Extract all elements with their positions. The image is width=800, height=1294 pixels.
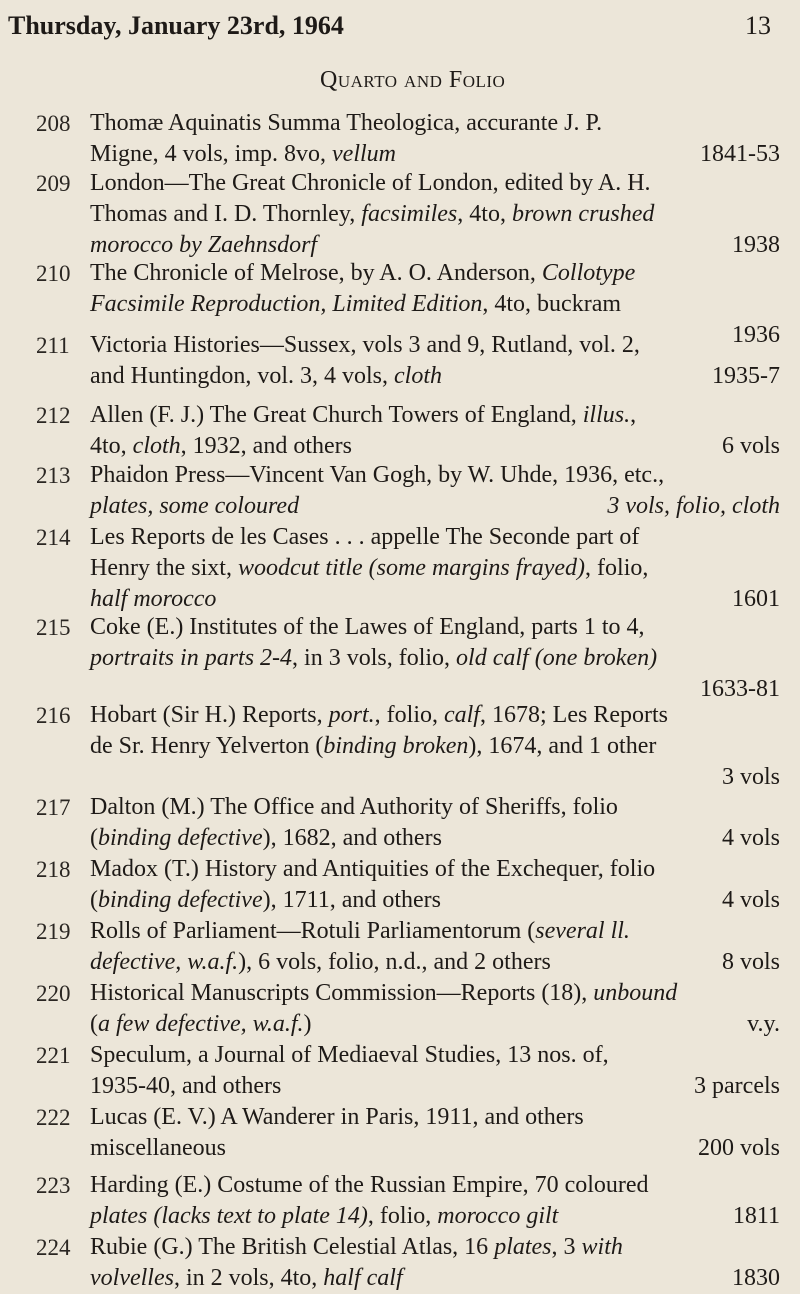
page-header [8,6,771,46]
lot-description-line: 1935-40, and others 3 parcels [90,1071,780,1102]
lot-number: 211 [36,333,70,358]
lot-date-or-quantity: 1633-81 [700,676,780,702]
lot-description [90,1040,780,1102]
lot-date-or-quantity: 4 vols [721,887,780,913]
lot-number: 219 [36,919,71,944]
lot-description-line: half morocco 1601 [90,584,780,615]
lot-description [90,792,780,854]
lot-description [90,522,780,615]
lot-date-or-quantity: 1936 [732,322,780,348]
lot-date-or-quantity: 1841-53 [700,141,780,167]
lot-description-line: London—The Great Chronicle of London, edited by A. H. [90,170,651,196]
lot-description [90,612,780,705]
lot-number: 224 [36,1235,71,1260]
lot-description-line: volvelles, in 2 vols, 4to, half calf 1830 [90,1263,780,1294]
lot-date-or-quantity: 1938 [732,232,780,258]
lot-description [90,1170,780,1232]
lot-description-line: Facsimile Reproduction, Limited Edition, 4to, buckram [90,291,622,317]
lot-description-line: (a few defective, w.a.f.) v.y. [90,1009,780,1040]
lot-description [90,108,780,170]
lot-date-or-quantity: 1601 [732,586,780,612]
lot-date-or-quantity: 3 parcels [694,1073,780,1099]
lot-description-line: Historical Manuscripts Commission—Reports (18), unbound [90,980,678,1006]
lot-description-line: morocco by Zaehnsdorf 1938 [90,230,780,261]
lot-number: 216 [36,703,71,728]
lot-description-line: (binding defective), 1711, and others 4 vols [90,885,780,916]
lot-description-line: de Sr. Henry Yelverton (binding broken), 1674, and 1 other [90,733,657,759]
lot-date-or-quantity: v.y. [747,1011,780,1037]
lot-description-line: (binding defective), 1682, and others 4 vols [90,823,780,854]
lot-description-line: Les Reports de les Cases . . . appelle The Seconde part of [90,524,640,550]
lot-description [90,1232,780,1294]
lot-description-line: Coke (E.) Institutes of the Lawes of England, parts 1 to 4, [90,614,645,640]
lot-number: 209 [36,171,71,196]
lot-description-line: The Chronicle of Melrose, by A. O. Anderson, Collotype [90,260,636,286]
lot-number: 214 [36,525,71,550]
lot-description-line: Rubie (G.) The British Celestial Atlas, 16 plates, 3 with [90,1234,623,1260]
lot-description-line: plates, some coloured 3 vols, folio, cloth [90,491,780,522]
lot-description-line: plates (lacks text to plate 14), folio, morocco gilt 1811 [90,1201,780,1232]
lot-description [90,1102,780,1164]
lot-number: 218 [36,857,71,882]
lot-description-line: Phaidon Press—Vincent Van Gogh, by W. Uhde, 1936, etc., [90,462,665,488]
lot-description-line: 4to, cloth, 1932, and others 6 vols [90,431,780,462]
lot-number: 217 [36,795,71,820]
lot-date-or-quantity: 1811 [732,1203,780,1229]
section-title: Quarto and Folio [320,67,506,93]
lot-description-line: Madox (T.) History and Antiquities of the Exchequer, folio [90,856,656,882]
lot-description-line: miscellaneous 200 vols [90,1133,780,1164]
lot-date-or-quantity: 6 vols [721,433,780,459]
lot-number: 213 [36,463,71,488]
lot-date-or-quantity: 3 vols, folio, cloth [607,493,780,519]
lot-description-line: Migne, 4 vols, imp. 8vo, vellum 1841-53 [90,139,780,170]
lot-description [90,916,780,978]
lot-date-or-quantity: 1830 [732,1265,780,1291]
lot-description-line: Henry the sixt, woodcut title (some margins frayed), folio, [90,555,649,581]
lot-description-line: Dalton (M.) The Office and Authority of Sheriffs, folio [90,794,618,820]
page-number: 13 [745,11,771,40]
lot-description-line: defective, w.a.f.), 6 vols, folio, n.d., and 2 others 8 vols [90,947,780,978]
lot-number: 215 [36,615,71,640]
lot-description [90,460,780,522]
lot-date-or-quantity: 200 vols [697,1135,780,1161]
lot-number: 212 [36,403,71,428]
lot-description-line: Harding (E.) Costume of the Russian Empire, 70 coloured [90,1172,649,1198]
lot-description-line: Hobart (Sir H.) Reports, port., folio, calf, 1678; Les Reports [90,702,668,728]
lot-description [90,700,780,793]
lot-date-or-quantity: 8 vols [721,949,780,975]
lot-number: 220 [36,981,71,1006]
lot-number: 221 [36,1043,71,1068]
lot-description-line: Speculum, a Journal of Mediaeval Studies, 13 nos. of, [90,1042,609,1068]
lot-description-line: Victoria Histories—Sussex, vols 3 and 9, Rutland, vol. 2, [90,332,640,358]
lot-description [90,330,780,392]
lot-number: 208 [36,111,71,136]
lot-description [90,978,780,1040]
lot-number: 223 [36,1173,71,1198]
lot-description-line: Rolls of Parliament—Rotuli Parliamentorum (several ll. [90,918,630,944]
lot-date-or-quantity: 4 vols [721,825,780,851]
lot-description-line: Allen (F. J.) The Great Church Towers of England, illus., [90,402,637,428]
lot-number: 222 [36,1105,71,1130]
lot-date-or-quantity: 1935-7 [712,363,780,389]
lot-description-line: and Huntingdon, vol. 3, 4 vols, cloth 1935-7 [90,361,780,392]
lot-description [90,168,780,261]
sale-date: Thursday, January 23rd, 1964 [8,11,344,40]
lot-date-or-quantity: 3 vols [721,764,780,790]
lot-description-line: Lucas (E. V.) A Wanderer in Paris, 1911, and others [90,1104,584,1130]
lot-description-line: portraits in parts 2-4, in 3 vols, folio, old calf (one broken) [90,645,658,671]
lot-number: 210 [36,261,71,286]
lot-description-line: Thomæ Aquinatis Summa Theologica, accurante J. P. [90,110,603,136]
lot-description [90,854,780,916]
lot-description [90,400,780,462]
lot-description-line: Thomas and I. D. Thornley, facsimiles, 4to, brown crushed [90,201,655,227]
